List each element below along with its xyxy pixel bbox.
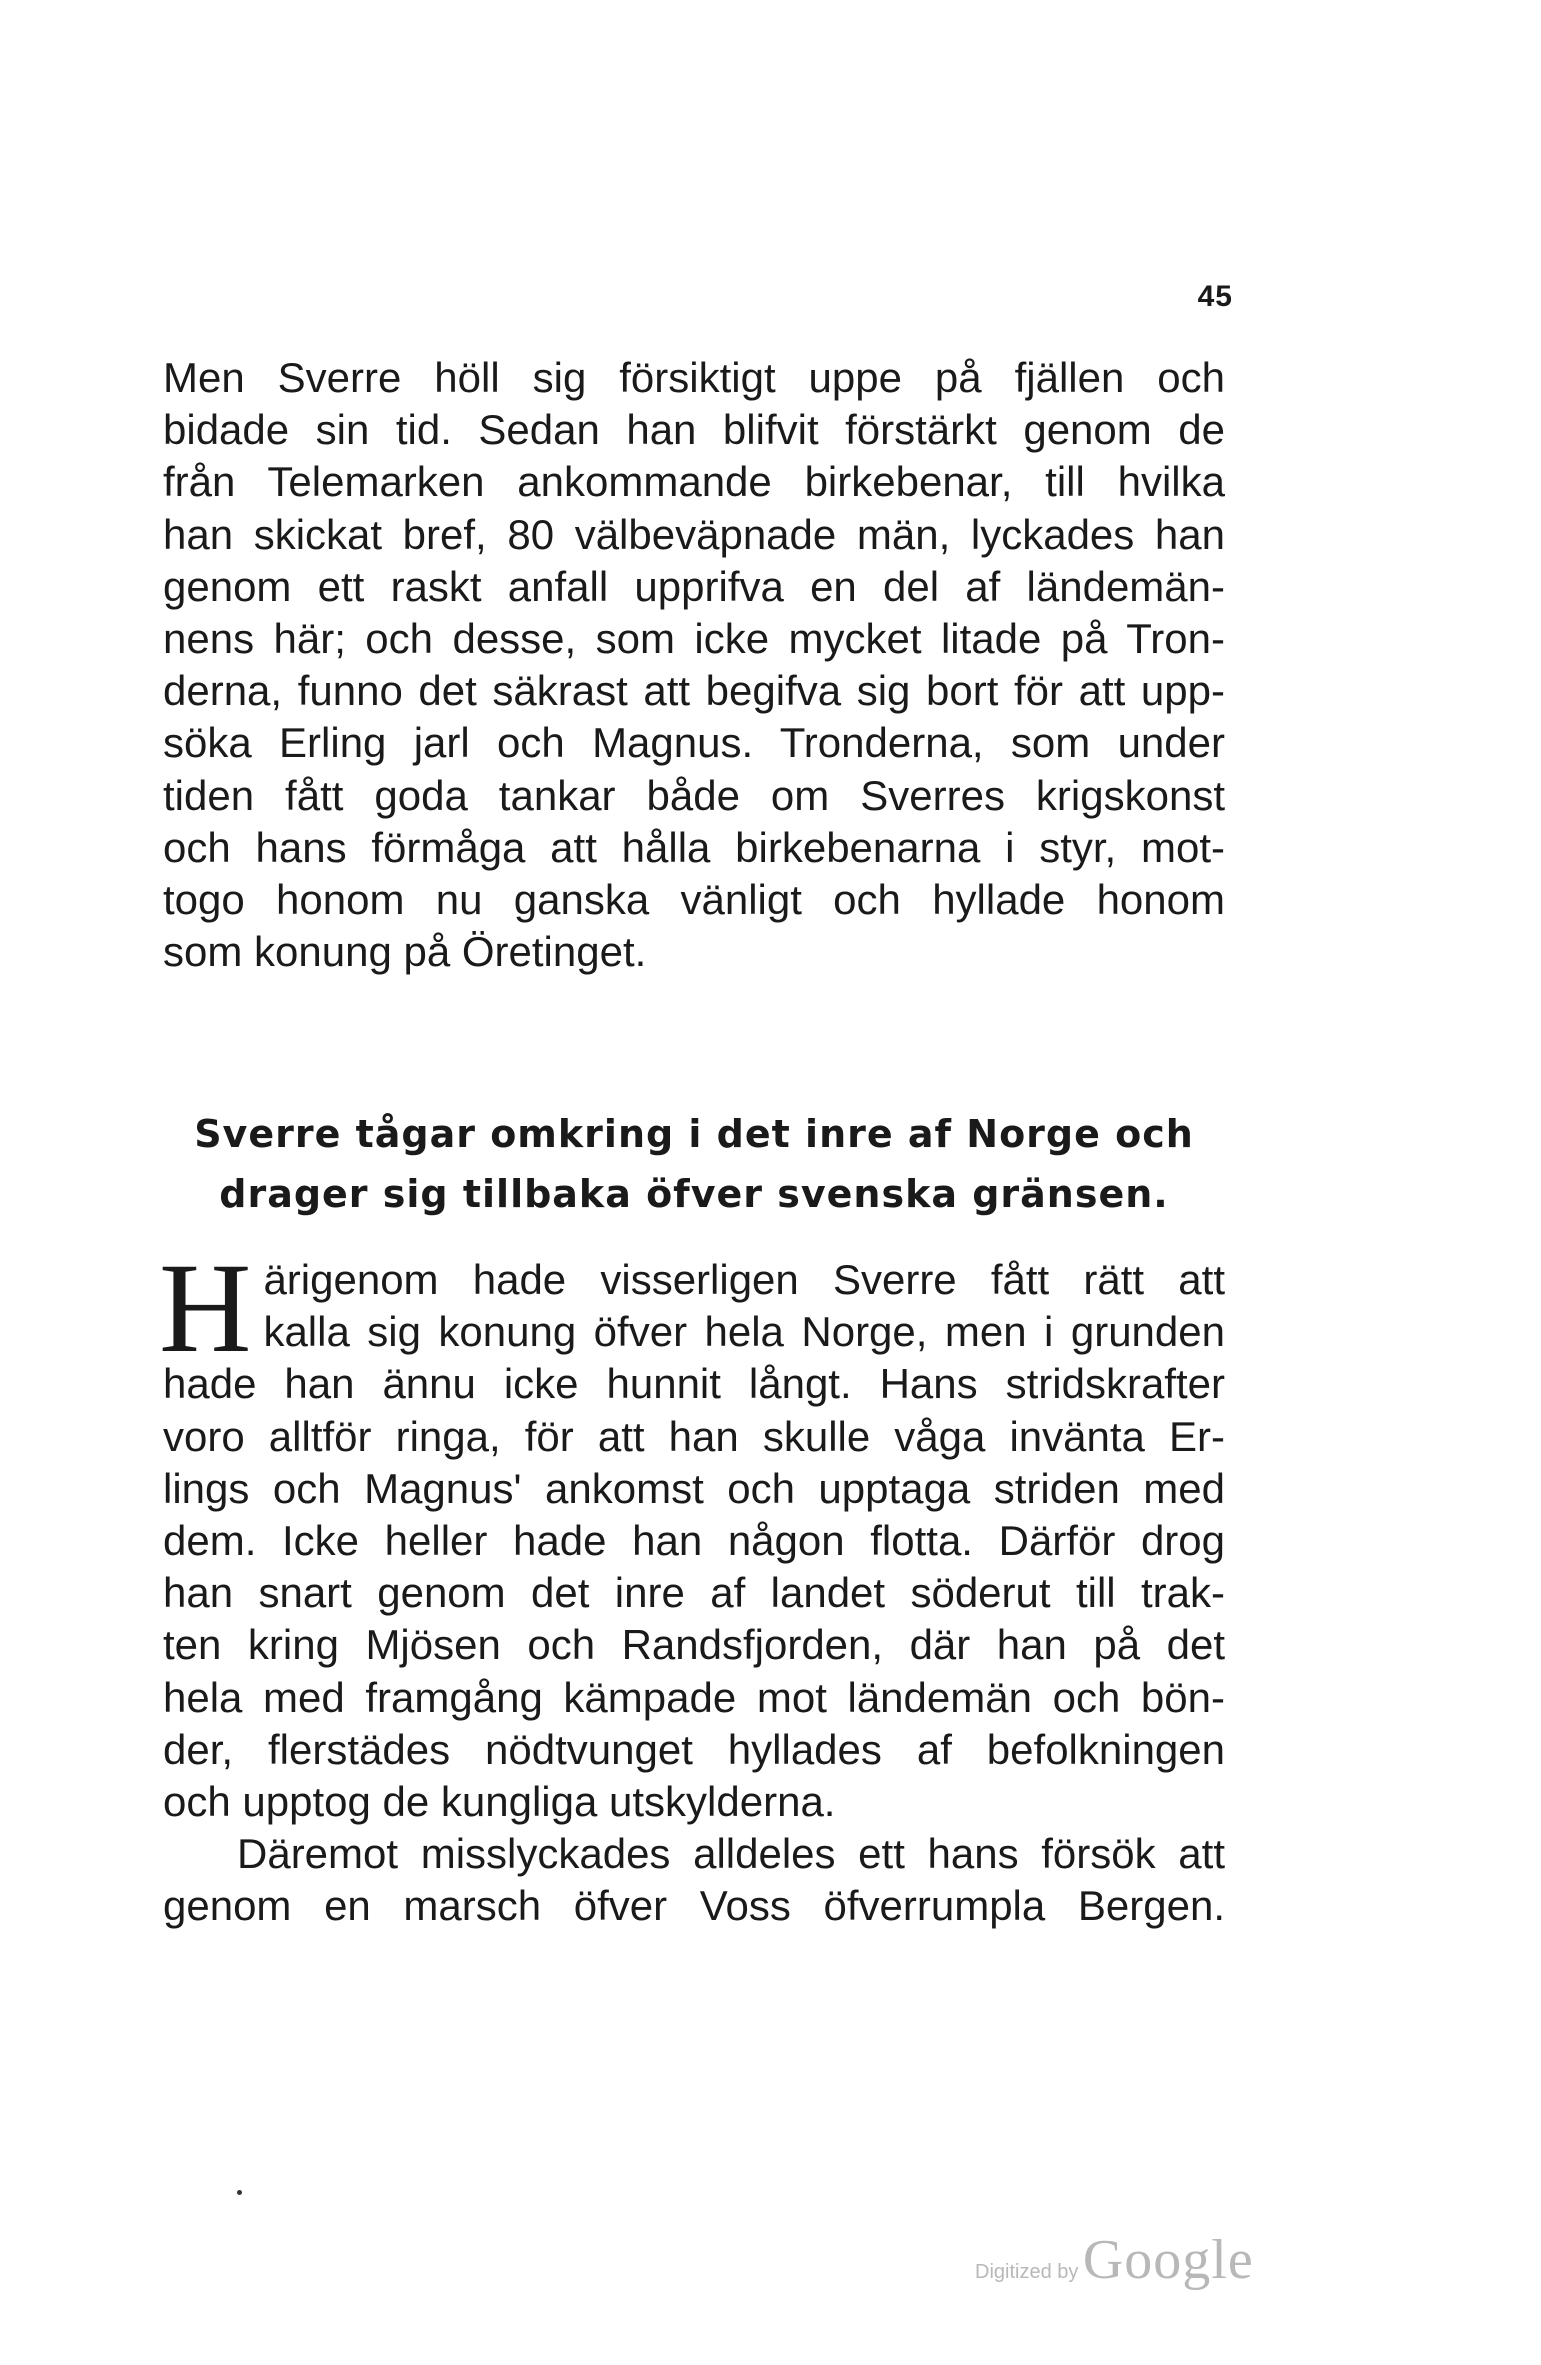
heading-line-2: drager sig tillbaka öfver svenska gränsen. [219,1172,1169,1216]
text-line: hade han ännu icke hunnit långt. Hans stridskrafter [163,1360,1225,1408]
text-line: hela med framgång kämpade mot ländemän och bön- [163,1673,1225,1721]
text-line: från Telemarken ankommande birkebenar, till hvilka [163,458,1225,506]
watermark-prefix: Digitized by [975,2261,1079,2283]
text-line: voro alltför ringa, för att han skulle våga invänta Er- [163,1412,1225,1460]
text-line: Men Sverre höll sig försiktigt uppe på fjällen och [163,354,1225,401]
text-line: dem. Icke heller hade han någon flotta. Därför drog [163,1517,1225,1565]
text-line: han snart genom det inre af landet söderut till trak- [163,1569,1225,1617]
watermark-brand: Google [1082,2229,1254,2291]
text-line: bidade sin tid. Sedan han blifvit förstärkt genom de [163,406,1225,454]
section-heading [163,1104,1225,1224]
digitized-watermark [975,2228,1254,2292]
text-line: der, flerstädes nödtvunget hyllades af befolkningen [163,1725,1225,1773]
text-line: ärigenom hade visserligen Sverre fått rätt att [263,1256,1225,1303]
text-line: söka Erling jarl och Magnus. Tronderna, som under [163,719,1225,767]
text-line: genom en marsch öfver Voss öfverrumpla Bergen. [163,1882,1225,1930]
page-number: 45 [1197,280,1233,313]
text-line: derna, funno det säkrast att begifva sig bort för att upp- [163,667,1225,715]
text-line: han skickat bref, 80 välbeväpnade män, lyckades han [163,510,1225,558]
ink-speck [237,2190,242,2195]
text-line: nens här; och desse, som icke mycket litade på Tron- [163,615,1225,663]
text-line: som konung på Öretinget. [163,928,647,976]
text-line: togo honom nu ganska vänligt och hyllade honom [163,876,1225,924]
text-line: Däremot misslyckades alldeles ett hans försök att [237,1830,1225,1878]
text-line: och upptog de kungliga utskylderna. [163,1778,836,1826]
text-line: lings och Magnus' ankomst och upptaga striden med [163,1464,1225,1512]
text-line: kalla sig konung öfver hela Norge, men i grunden [263,1308,1225,1356]
paragraph-1 [163,352,1225,978]
drop-cap: H [159,1237,252,1379]
paragraph-2 [159,1237,1225,1933]
text-line: tiden fått goda tankar både om Sverres krigskonst [163,771,1225,819]
text-line: genom ett raskt anfall upprifva en del af ländemän- [163,562,1225,610]
heading-line-1: Sverre tågar omkring i det inre af Norge och [194,1112,1194,1156]
text-line: och hans förmåga att hålla birkebenarna i styr, mot- [163,823,1225,871]
text-line: ten kring Mjösen och Randsfjorden, där han på det [163,1621,1225,1669]
